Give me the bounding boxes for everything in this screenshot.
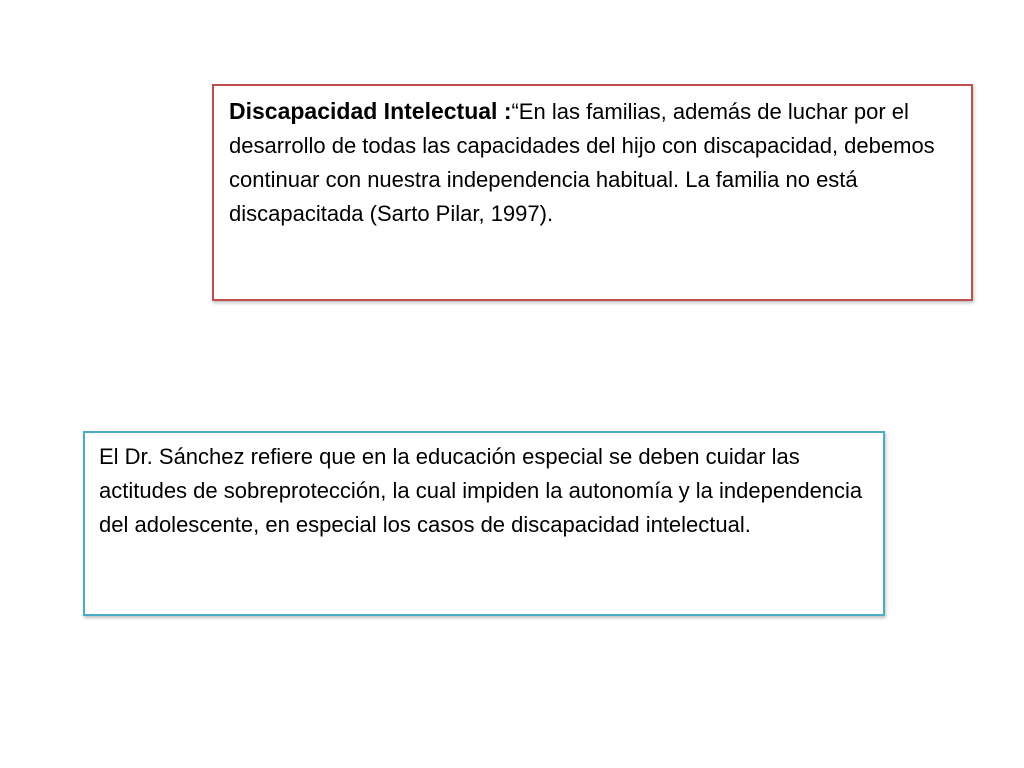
quote-box	[212, 84, 973, 301]
quote-heading: Discapacidad Intelectual :	[229, 98, 512, 124]
note-text: El Dr. Sánchez refiere que en la educación especial se deben cuidar las actitudes de sobreprotección, la cual impiden la autonomía y la independencia del adolescente, en especial los casos de discapacidad intelectual.	[99, 444, 863, 537]
quote-text: “En las familias, además de luchar por el desarrollo de todas las capacidades del hijo con discapacidad, debemos continuar con nuestra independencia habitual. La familia no está discapacitada (Sarto Pilar, 1997).	[229, 99, 935, 226]
note-box	[83, 431, 885, 616]
